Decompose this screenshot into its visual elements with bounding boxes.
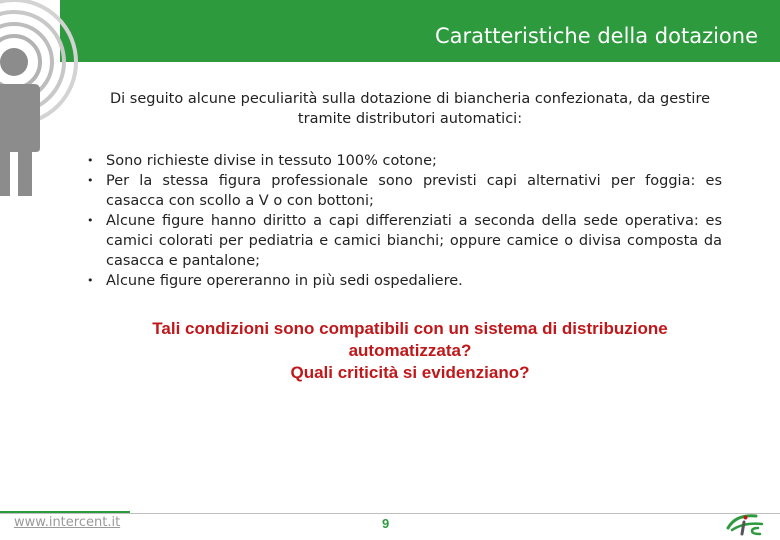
intercent-logo-icon — [722, 510, 774, 536]
question-line: automatizzata? — [348, 341, 472, 360]
footer-divider — [0, 513, 780, 514]
list-item-text: Per la stessa figura professionale sono previsti capi alternativi per foggia: es casacca con scollo a V o con bottoni; — [106, 173, 722, 209]
bullet-marker: • — [87, 154, 94, 167]
list-item — [84, 271, 722, 291]
slide-title: Caratteristiche della dotazione — [434, 24, 758, 48]
intro-text: Di seguito alcune peculiarità sulla dotazione di biancheria confezionata, da gestire tramite distributori automatici: — [109, 91, 711, 127]
bullet-marker: • — [87, 174, 94, 187]
bullet-marker: • — [87, 214, 94, 227]
list-item — [84, 151, 722, 171]
question-text — [96, 318, 724, 384]
list-item-text: Alcune figure hanno diritto a capi differenziati a seconda della sede operativa: es camici colorati per pediatria e camici bianchi; oppure camice o divisa composta da casacca e pantalone; — [106, 213, 722, 269]
question-line: Quali criticità si evidenziano? — [290, 363, 530, 382]
bullet-marker: • — [87, 274, 94, 287]
page-number: 9 — [382, 516, 390, 531]
list-item-text: Alcune figure opereranno in più sedi ospedaliere. — [106, 273, 463, 289]
list-item — [84, 171, 722, 211]
footer-website-link[interactable]: www.intercent.it — [14, 515, 121, 530]
list-item — [84, 211, 722, 271]
bullet-list — [84, 151, 722, 291]
list-item-text: Sono richieste divise in tessuto 100% cotone; — [106, 153, 437, 169]
person-signal-icon — [0, 0, 80, 205]
question-line: Tali condizioni sono compatibili con un sistema di distribuzione — [152, 319, 668, 338]
header-bar — [60, 0, 780, 62]
